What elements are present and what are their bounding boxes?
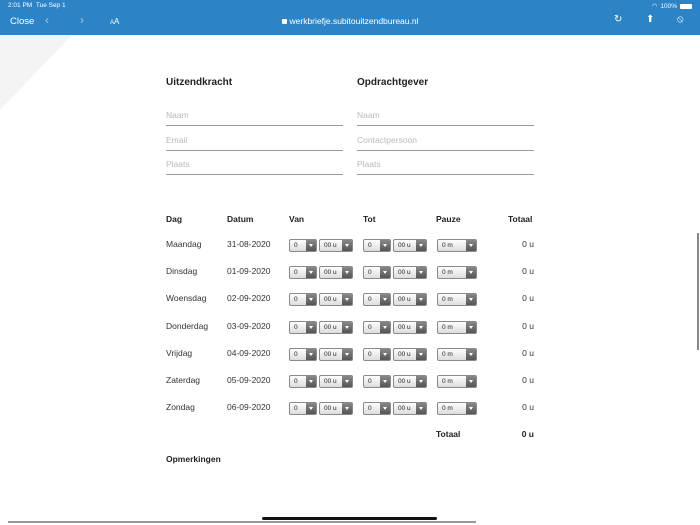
van-hour-select[interactable]: 0	[289, 239, 317, 252]
dropdown-arrow-icon	[466, 349, 476, 360]
tot-minute-select[interactable]: 00 u	[393, 266, 427, 279]
van-hour-select[interactable]: 0	[289, 266, 317, 279]
pauze-select[interactable]: 0 m	[437, 239, 477, 252]
pauze-select[interactable]: 0 m	[437, 321, 477, 334]
tot-minute-select[interactable]: 00 u	[393, 348, 427, 361]
dropdown-arrow-icon	[380, 294, 390, 305]
pauze-select[interactable]: 0 m	[437, 402, 477, 415]
van-hour-select[interactable]: 0	[289, 321, 317, 334]
dropdown-arrow-icon	[342, 322, 352, 333]
tot-minute-select[interactable]: 00 u	[393, 239, 427, 252]
header-datum: Datum	[227, 214, 254, 224]
header-dag: Dag	[166, 214, 183, 224]
uitzendkracht-naam-input[interactable]: Naam	[166, 106, 343, 126]
van-minute-select[interactable]: 00 u	[319, 293, 353, 306]
dropdown-arrow-icon	[306, 267, 316, 278]
divider	[8, 521, 476, 523]
opdrachtgever-title: Opdrachtgever	[357, 77, 429, 88]
tot-hour-select[interactable]: 0	[363, 239, 391, 252]
pauze-select[interactable]: 0 m	[437, 348, 477, 361]
dropdown-arrow-icon	[342, 403, 352, 414]
dag-cell: Dinsdag	[166, 266, 198, 277]
dropdown-arrow-icon	[466, 240, 476, 251]
close-button[interactable]: Close	[10, 16, 35, 27]
tot-minute-select[interactable]: 00 u	[393, 293, 427, 306]
datum-cell: 04-09-2020	[227, 347, 271, 358]
van-minute-select[interactable]: 00 u	[319, 239, 353, 252]
totaal-cell: 0 u	[522, 320, 534, 331]
url-bar[interactable]: werkbriefje.subitouitzendbureau.nl	[0, 16, 700, 26]
totaal-cell: 0 u	[522, 375, 534, 385]
van-minute-select[interactable]: 00 u	[319, 402, 353, 415]
totaal-label: Totaal	[436, 429, 461, 439]
dropdown-arrow-icon	[306, 322, 316, 333]
dropdown-arrow-icon	[380, 403, 390, 414]
dag-cell: Maandag	[166, 239, 202, 249]
tot-hour-select[interactable]: 0	[363, 375, 391, 388]
dropdown-arrow-icon	[306, 240, 316, 251]
dropdown-arrow-icon	[342, 349, 352, 360]
dropdown-arrow-icon	[466, 403, 476, 414]
tot-hour-select[interactable]: 0	[363, 321, 391, 334]
dropdown-arrow-icon	[380, 349, 390, 360]
dropdown-arrow-icon	[416, 322, 426, 333]
dag-cell: Donderdag	[166, 320, 209, 331]
dropdown-arrow-icon	[466, 267, 476, 278]
lock-icon	[282, 19, 287, 24]
dropdown-arrow-icon	[306, 294, 316, 305]
van-minute-select[interactable]: 00 u	[319, 266, 353, 279]
battery-icon	[680, 4, 692, 9]
status-right	[652, 2, 692, 10]
header-pauze: Pauze	[436, 214, 461, 224]
header-van: Van	[289, 214, 305, 224]
datum-cell: 03-09-2020	[227, 320, 271, 331]
dag-cell: Zondag	[166, 402, 195, 413]
opmerkingen-title: Opmerkingen	[166, 454, 221, 464]
text-size-button[interactable]: AA	[110, 17, 120, 26]
scrollbar[interactable]	[697, 233, 699, 350]
van-hour-select[interactable]: 0	[289, 293, 317, 306]
datum-cell: 02-09-2020	[227, 293, 271, 304]
uitzendkracht-email-input[interactable]: Email	[166, 131, 343, 151]
dropdown-arrow-icon	[306, 376, 316, 387]
opdrachtgever-contactpersoon-input[interactable]: Contactpersoon	[357, 131, 534, 151]
van-hour-select[interactable]: 0	[289, 348, 317, 361]
totaal-value: 0 u	[521, 429, 534, 439]
battery-percent: 100%	[660, 2, 677, 10]
tot-minute-select[interactable]: 00 u	[393, 375, 427, 388]
compass-icon[interactable]: ⦸	[677, 14, 684, 25]
van-minute-select[interactable]: 00 u	[319, 321, 353, 334]
tot-minute-select[interactable]: 00 u	[393, 321, 427, 334]
dropdown-arrow-icon	[416, 376, 426, 387]
reload-icon[interactable]: ↻	[614, 14, 623, 25]
uitzendkracht-title: Uitzendkracht	[166, 77, 233, 88]
dropdown-arrow-icon	[342, 240, 352, 251]
totaal-cell: 0 u	[522, 402, 534, 413]
dropdown-arrow-icon	[466, 322, 476, 333]
datum-cell: 06-09-2020	[227, 402, 271, 413]
dropdown-arrow-icon	[416, 267, 426, 278]
totaal-cell: 0 u	[522, 293, 534, 304]
status-time: 2:01 PM Tue Sep 1	[8, 2, 66, 9]
van-hour-select[interactable]: 0	[289, 402, 317, 415]
dropdown-arrow-icon	[342, 376, 352, 387]
browser-toolbar	[0, 0, 700, 35]
totaal-cell: 0 u	[522, 347, 534, 358]
pauze-select[interactable]: 0 m	[437, 266, 477, 279]
tot-hour-select[interactable]: 0	[363, 293, 391, 306]
totaal-cell: 0 u	[522, 239, 534, 249]
dropdown-arrow-icon	[466, 376, 476, 387]
opdrachtgever-naam-input[interactable]: Naam	[357, 106, 534, 126]
dropdown-arrow-icon	[380, 322, 390, 333]
dag-cell: Woensdag	[166, 293, 207, 304]
tot-hour-select[interactable]: 0	[363, 348, 391, 361]
header-tot: Tot	[363, 214, 376, 224]
tot-minute-select[interactable]: 00 u	[393, 402, 427, 415]
van-hour-select[interactable]: 0	[289, 375, 317, 388]
dropdown-arrow-icon	[342, 267, 352, 278]
datum-cell: 05-09-2020	[227, 375, 271, 385]
dropdown-arrow-icon	[380, 267, 390, 278]
header-totaal: Totaal	[508, 214, 533, 224]
dropdown-arrow-icon	[416, 349, 426, 360]
opdrachtgever-plaats-input[interactable]: Plaats	[357, 155, 534, 175]
dropdown-arrow-icon	[416, 403, 426, 414]
chevron-right-icon[interactable]: ›	[80, 13, 84, 27]
dropdown-arrow-icon	[306, 349, 316, 360]
dag-cell: Zaterdag	[166, 375, 201, 385]
dropdown-arrow-icon	[342, 294, 352, 305]
dropdown-arrow-icon	[380, 376, 390, 387]
pauze-select[interactable]: 0 m	[437, 293, 477, 306]
dropdown-arrow-icon	[306, 403, 316, 414]
datum-cell: 01-09-2020	[227, 266, 271, 277]
decorative-corner	[0, 35, 72, 110]
tot-hour-select[interactable]: 0	[363, 402, 391, 415]
chevron-left-icon[interactable]: ‹	[45, 13, 49, 27]
tot-hour-select[interactable]: 0	[363, 266, 391, 279]
home-indicator[interactable]	[262, 517, 437, 520]
dropdown-arrow-icon	[466, 294, 476, 305]
share-icon[interactable]: ⬆	[646, 14, 655, 25]
dropdown-arrow-icon	[416, 294, 426, 305]
dropdown-arrow-icon	[416, 240, 426, 251]
pauze-select[interactable]: 0 m	[437, 375, 477, 388]
dropdown-arrow-icon	[380, 240, 390, 251]
dag-cell: Vrijdag	[166, 347, 193, 358]
van-minute-select[interactable]: 00 u	[319, 375, 353, 388]
wifi-icon: ◠	[651, 3, 658, 10]
van-minute-select[interactable]: 00 u	[319, 348, 353, 361]
uitzendkracht-plaats-input[interactable]: Plaats	[166, 155, 343, 175]
datum-cell: 31-08-2020	[227, 239, 271, 249]
totaal-cell: 0 u	[522, 266, 534, 277]
